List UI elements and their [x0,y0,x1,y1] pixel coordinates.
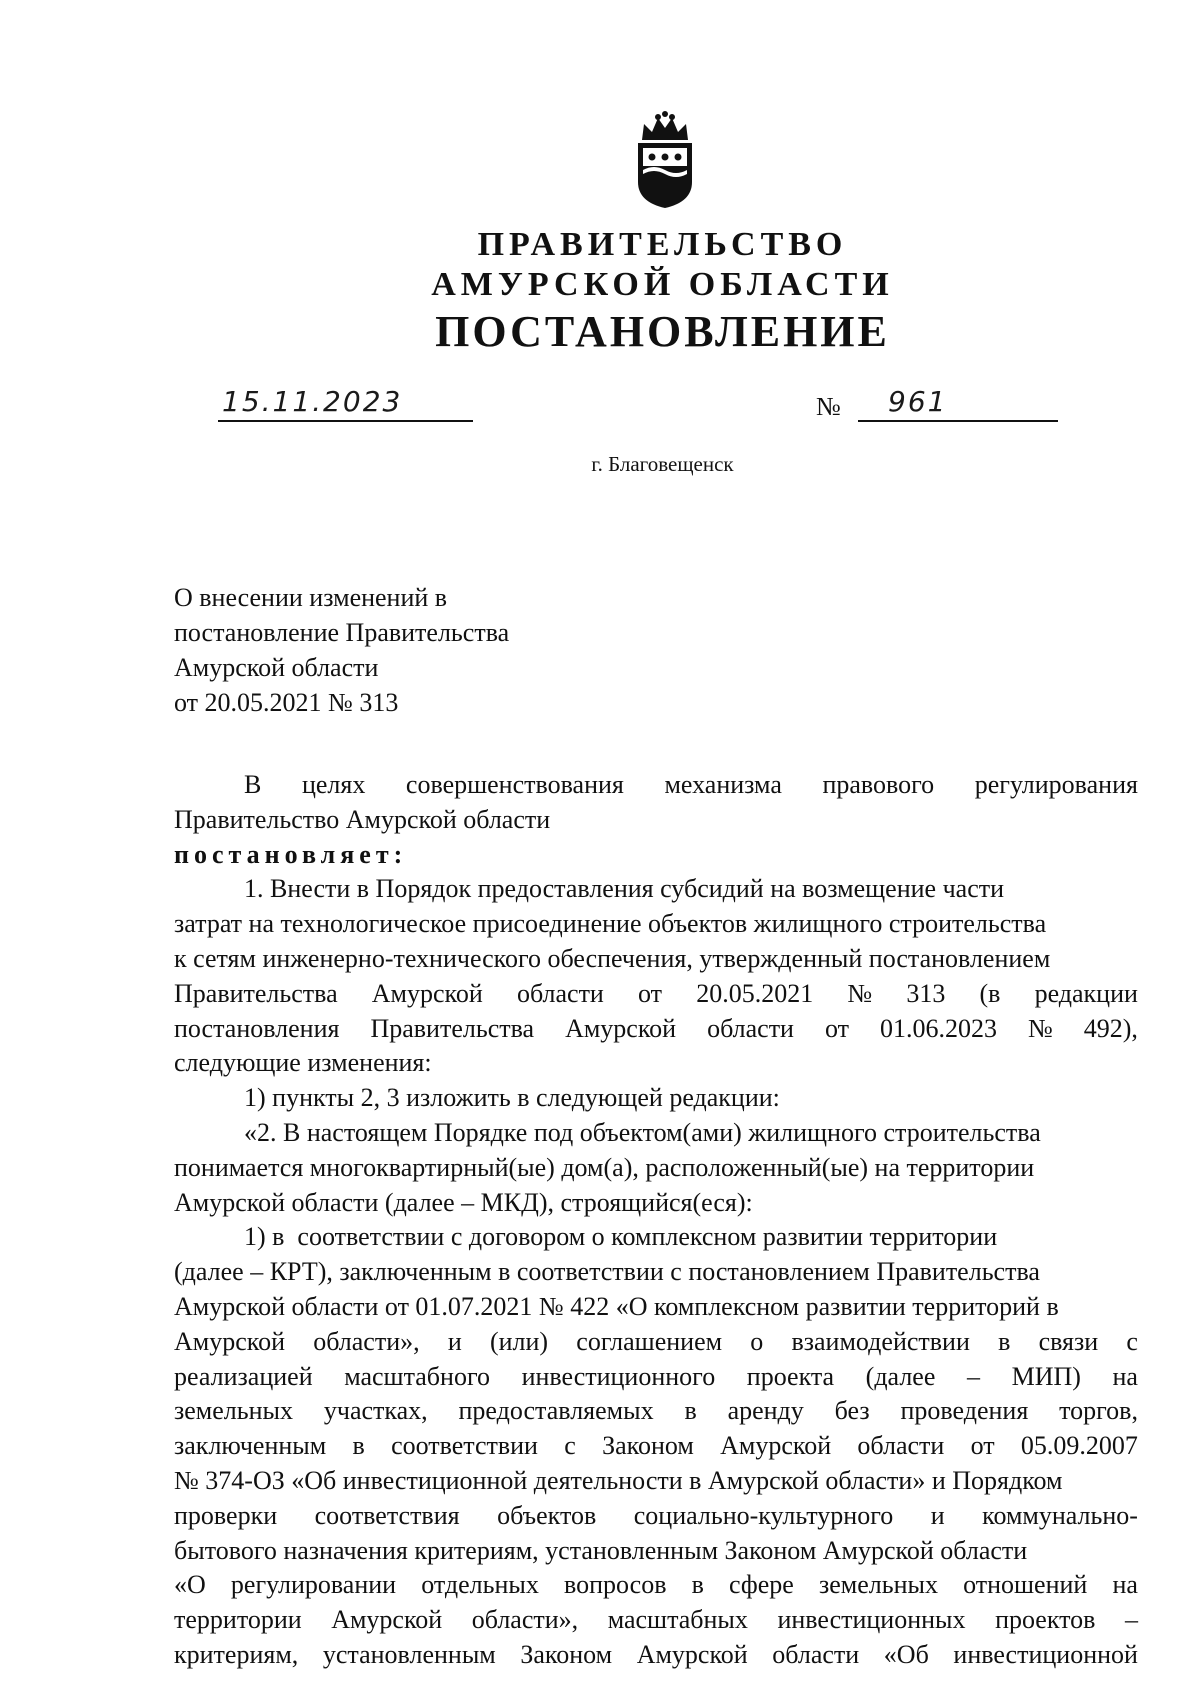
body-line [174,977,1138,1012]
body-line [174,1116,1138,1151]
government-title: ПРАВИТЕЛЬСТВО [477,226,848,263]
body-word: 1. Внести в Порядок предоставления субсидий на возмещение части [244,874,1005,904]
body-word: территории [174,1605,302,1635]
body-word: в [691,1570,704,1600]
body-line [174,768,1138,803]
body-word: коммунально- [982,1500,1138,1530]
body-word: Амурской [331,1605,443,1635]
body-word: в [684,1396,697,1426]
body-word: связи [1038,1326,1099,1356]
body-word: аренду [727,1396,804,1426]
body-word: № [847,978,873,1008]
body-word: о [750,1326,764,1356]
body-word: 492), [1083,1013,1138,1043]
body-line [174,1151,1138,1186]
body-word: масштабного [344,1361,490,1391]
body-word: соглашением [576,1326,723,1356]
body-word: правового [822,770,935,799]
body-line [174,838,1138,873]
document-type: ПОСТАНОВЛЕНИЕ [435,307,890,356]
body-word: МИП) [1011,1361,1081,1391]
body-word: от [824,1013,849,1043]
body-word: Амурской [636,1639,748,1669]
body-word: механизма [664,770,782,799]
body-word: критериям, [174,1639,299,1669]
body-word: отношений [963,1570,1088,1600]
body-word: масштабных [607,1605,748,1635]
body-word: вопросов [564,1570,667,1600]
body-line [174,1499,1138,1534]
body-word: соответствия [314,1500,460,1530]
body-word: (или) [489,1326,549,1356]
body-word: проверки [174,1500,278,1530]
body-word: Амурской области (далее – МКД), строящийся(еся): [174,1187,753,1217]
body-word: Амурской [720,1431,832,1461]
subject-line: Амурской области [174,653,379,682]
body-line [174,1186,1138,1221]
body-line [174,1429,1138,1464]
body-word: совершенствования [405,770,624,799]
body-word: регулировании [230,1570,397,1600]
body-word: области [772,1639,860,1669]
body-word: земельных [174,1396,294,1426]
body-word: 20.05.2021 [696,978,814,1008]
body-word: на [1112,1570,1138,1600]
body-word: инвестиционного [521,1361,716,1391]
body-word: инвестиционных [777,1605,966,1635]
body-word: Амурской [174,1326,285,1356]
body-word: «Об [883,1639,929,1669]
body-line [174,803,1138,838]
number-label: № [816,392,841,421]
body-word: – [1124,1605,1138,1635]
body-word: взаимодействии [791,1326,970,1356]
body-line [174,1325,1138,1360]
body-word: (далее [865,1361,936,1391]
city-name: г. Благовещенск [591,452,734,476]
body-word: от [970,1431,995,1461]
body-word: понимается многоквартирный(ые) дом(а), расположенный(ые) на территории [174,1152,1035,1182]
body-word: постановляет: [174,839,408,869]
body-word: 05.09.2007 [1020,1431,1138,1461]
body-word: соответствии [391,1431,538,1461]
body-word: затрат на технологическое присоединение объектов жилищного строительства [174,909,1047,939]
body-word: участках, [323,1396,428,1426]
body-word: Амурской области от 01.07.2021 № 422 «О комплексном развитии территорий в [174,1291,1059,1321]
body-word: без [834,1396,870,1426]
body-line [174,1081,1138,1116]
coat-of-arms-icon [630,110,700,210]
body-line [174,1603,1138,1638]
date-field [218,386,473,422]
body-word: объектов [497,1500,597,1530]
body-word: предоставляемых [458,1396,654,1426]
body-word: проведения [900,1396,1029,1426]
subject-line: О внесении изменений в [174,583,448,612]
handwritten-number: 961 [888,385,948,418]
body-word: «2. В настоящем Порядке под объектом(ами) жилищного строительства [244,1117,1041,1147]
body-line [174,1012,1138,1047]
body-word: области», [313,1326,420,1356]
body-word: области [857,1431,945,1461]
body-word: отдельных [421,1570,539,1600]
body-word: Законом [602,1431,694,1461]
body-line [174,1290,1138,1325]
body-word: бытового назначения критериям, установленным Законом Амурской области [174,1535,1028,1565]
body-word: с [564,1431,576,1461]
body-word: торгов, [1059,1396,1138,1426]
handwritten-date: 15.11.2023 [222,385,403,418]
body-word: в [998,1326,1011,1356]
body-line [174,1360,1138,1395]
body-word: на [1112,1361,1138,1391]
body-word: 1) пункты 2, 3 изложить в следующей редакции: [244,1083,780,1113]
body-word: 313 [906,978,946,1008]
body-line [174,872,1138,907]
document-subject [174,580,509,720]
body-line [174,1046,1138,1081]
body-word: реализацией [174,1361,313,1391]
body-word: области [707,1013,794,1043]
body-word: Правительства [370,1013,535,1043]
body-word: Амурской [565,1013,677,1043]
body-word: к сетям инженерно-технического обеспечения, утвержденный постановлением [174,943,1051,973]
body-word: Правительство Амурской области [174,804,551,834]
body-word: земельных [818,1570,938,1600]
body-line [174,942,1138,977]
body-word: проекта [746,1361,835,1391]
body-word: – [966,1361,980,1391]
body-line [174,1394,1138,1429]
body-word: № [1027,1013,1053,1043]
body-word: проектов [995,1605,1096,1635]
body-word: области», [471,1605,579,1635]
body-line [174,1534,1138,1569]
body-word: заключенным [174,1431,327,1461]
document-body [174,768,1138,1673]
subject-line: постановление Правительства [174,618,510,647]
body-line [174,1220,1138,1255]
body-word: (далее – КРТ), заключенным в соответствии с постановлением Правительства [174,1257,1040,1287]
body-word: постановления [174,1013,340,1043]
number-field [858,386,1058,422]
body-word: в [352,1431,365,1461]
body-word: и [930,1500,945,1530]
subject-line: от 20.05.2021 № 313 [174,688,399,717]
body-word: целях [301,770,366,799]
body-word: и [447,1326,462,1356]
body-word: Правительства [174,978,338,1008]
body-word: 01.06.2023 [879,1013,997,1043]
body-line [174,1255,1138,1290]
body-word: «О [174,1570,206,1600]
body-word: сфере [729,1570,794,1600]
body-line [174,1568,1138,1603]
body-word: следующие изменения: [174,1048,432,1078]
body-word: от [638,978,663,1008]
body-line [174,1638,1138,1673]
body-word: области [516,978,604,1008]
body-word: 1) в соответствии с договором о комплексном развитии территории [244,1222,998,1252]
government-region: АМУРСКОЙ ОБЛАСТИ [431,266,894,303]
body-word: (в [979,978,1001,1008]
body-word: инвестиционной [953,1639,1138,1669]
body-word: Законом [520,1639,613,1669]
body-word: регулирования [974,770,1138,799]
body-word: № 374-ОЗ «Об инвестиционной деятельности в Амурской области» и Порядком [174,1465,1063,1495]
body-word: В [244,770,262,799]
body-word: редакции [1034,978,1138,1008]
body-word: установленным [322,1639,496,1669]
body-line [174,907,1138,942]
body-word: Амурской [371,978,483,1008]
body-line [174,1464,1138,1499]
body-word: социально-культурного [633,1500,894,1530]
body-word: с [1126,1326,1138,1356]
